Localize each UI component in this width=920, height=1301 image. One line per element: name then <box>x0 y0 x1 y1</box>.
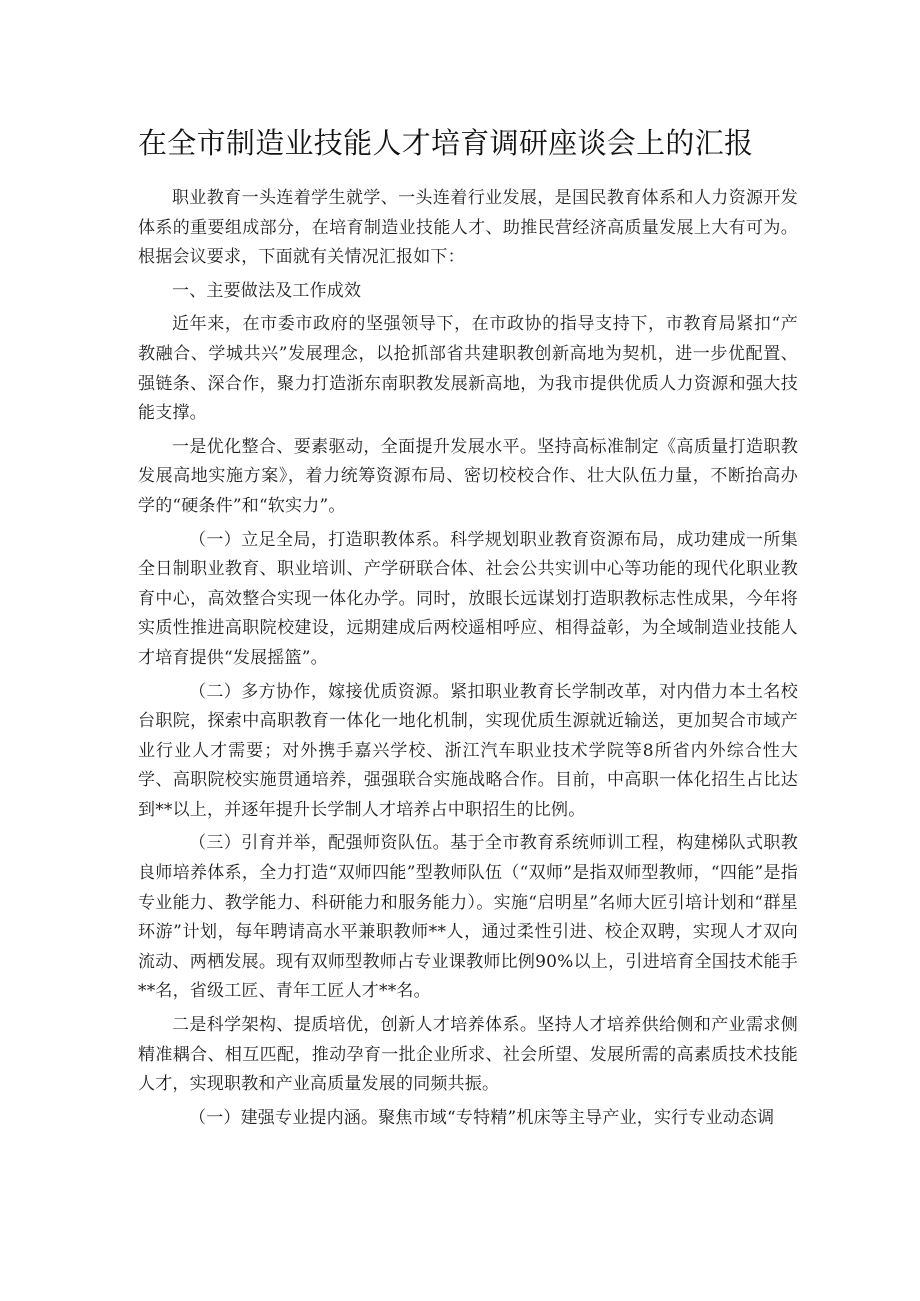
paragraph-point-one-sub-2: （二）多方协作，嫁接优质资源。紧扣职业教育长学制改革，对内借力本土名校台职院，探索中高职教育一体化一地化机制，实现优质生源就近输送，更加契合市域产业行业人才需要；对外携手嘉兴学校、浙江汽车职业技术学院等8所省内外综合性大学、高职院校实施贯通培养，强强联合实施战略合作。目前，中高职一体化招生占比达到**以上，并逐年提升长学制人才培养占中职招生的比例。 <box>138 681 798 820</box>
section-heading-main-practices: 一、主要做法及工作成效 <box>172 280 362 301</box>
paragraph-point-two: 二是科学架构、提质培优，创新人才培养体系。坚持人才培养供给侧和产业需求侧精准耦合、相互匹配，推动孕育一批企业所求、社会所望、发展所需的高素质技术技能人才，实现职教和产业高质量发展的同频共振。 <box>138 1015 798 1095</box>
paragraph-point-one-sub-1: （一）立足全局，打造职教体系。科学规划职业教育资源布局，成功建成一所集全日制职业教育、职业培训、产学研联合体、社会公共实训中心等功能的现代化职业教育中心，高效整合实现一体化办学。同时，放眼长远谋划打造职教标志性成果，今年将实质性推进高职院校建设，远期建成后两校遥相呼应、相得益彰，为全域制造业技能人才培育提供“发展摇篮”。 <box>138 529 798 668</box>
document-title: 在全市制造业技能人才培育调研座谈会上的汇报 <box>138 126 754 160</box>
paragraph-overview: 近年来，在市委市政府的坚强领导下，在市政协的指导支持下，市教育局紧扣“产教融合、学城共兴”发展理念，以抢抓部省共建职教创新高地为契机，进一步优配置、强链条、深合作，聚力打造浙东南职教发展新高地，为我市提供优质人力资源和强大技能支撑。 <box>138 314 798 424</box>
paragraph-point-one-sub-3: （三）引育并举，配强师资队伍。基于全市教育系统师训工程，构建梯队式职教良师培养体系，全力打造“双师四能”型教师队伍（“双师”是指双师型教师，“四能”是指专业能力、教学能力、科研能力和服务能力）。实施“启明星”名师大匠引培计划和“群星环游”计划，每年聘请高水平兼职教师**人，通过柔性引进、校企双聘，实现人才双向流动、两栖发展。现有双师型教师占专业课教师比例90%以上，引进培育全国技术能手**名，省级工匠、青年工匠人才**名。 <box>138 833 798 1002</box>
paragraph-point-two-sub-1: （一）建强专业提内涵。聚焦市域“专特精”机床等主导产业，实行专业动态调 <box>189 1107 775 1128</box>
paragraph-point-one: 一是优化整合、要素驱动，全面提升发展水平。坚持高标准制定《高质量打造职教发展高地实施方案》，着力统筹资源布局、密切校校合作、壮大队伍力量，不断抬高办学的“硬条件”和“软实力”。 <box>138 436 798 516</box>
paragraph-intro: 职业教育一头连着学生就学、一头连着行业发展，是国民教育体系和人力资源开发体系的重要组成部分，在培育制造业技能人才、助推民营经济高质量发展上大有可为。根据会议要求，下面就有关情况汇报如下： <box>138 188 798 268</box>
document-body <box>138 184 798 1137</box>
